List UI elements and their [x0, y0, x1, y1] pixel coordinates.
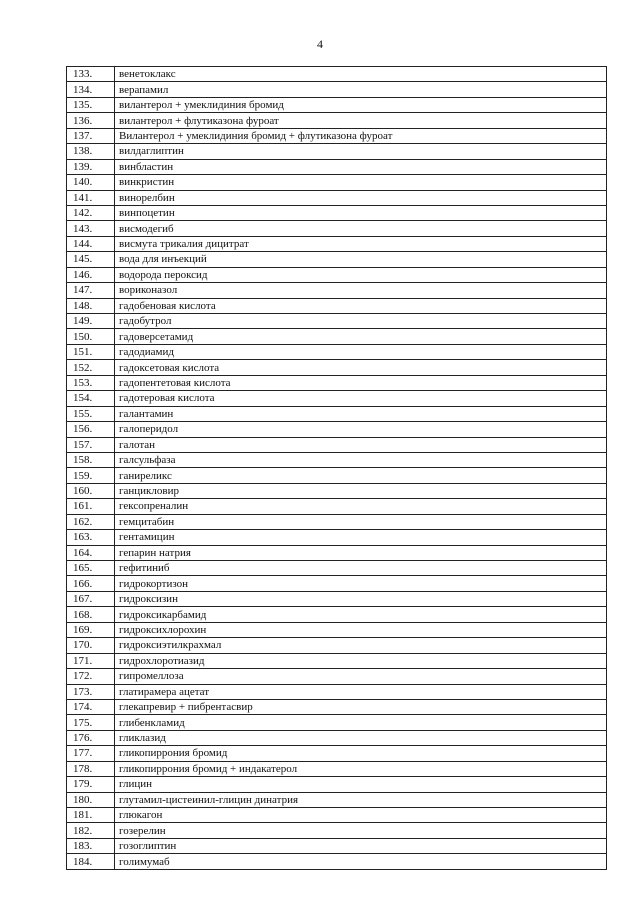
row-number: 159.	[67, 468, 115, 483]
row-number: 165.	[67, 561, 115, 576]
row-number: 153.	[67, 375, 115, 390]
row-number: 139.	[67, 159, 115, 174]
table-row	[67, 283, 607, 298]
table-row	[67, 67, 607, 82]
page-number: 4	[317, 37, 323, 51]
table-row	[67, 499, 607, 514]
row-number: 136.	[67, 113, 115, 128]
row-number: 163.	[67, 530, 115, 545]
table-row	[67, 329, 607, 344]
drug-name: гадодиамид	[115, 344, 607, 359]
drug-name: венетоклакс	[115, 67, 607, 82]
table-row	[67, 653, 607, 668]
drug-name: глутамил-цистеинил-глицин динатрия	[115, 792, 607, 807]
drug-name: гидроксиэтилкрахмал	[115, 638, 607, 653]
drug-name: галсульфаза	[115, 452, 607, 467]
table-row	[67, 777, 607, 792]
table-row	[67, 638, 607, 653]
drug-name: вилантерол + флутиказона фуроат	[115, 113, 607, 128]
row-number: 178.	[67, 761, 115, 776]
table-row	[67, 838, 607, 853]
drug-name: верапамил	[115, 82, 607, 97]
drug-table	[66, 66, 607, 870]
row-number: 174.	[67, 699, 115, 714]
row-number: 141.	[67, 190, 115, 205]
drug-name: глюкагон	[115, 808, 607, 823]
drug-name: водорода пероксид	[115, 267, 607, 282]
table-row	[67, 190, 607, 205]
table-row	[67, 792, 607, 807]
table-row	[67, 314, 607, 329]
table-row	[67, 730, 607, 745]
row-number: 154.	[67, 391, 115, 406]
table-row	[67, 113, 607, 128]
drug-name: гликопиррония бромид + индакатерол	[115, 761, 607, 776]
row-number: 146.	[67, 267, 115, 282]
drug-name: гефитиниб	[115, 561, 607, 576]
drug-name: гадобутрол	[115, 314, 607, 329]
drug-name: винбластин	[115, 159, 607, 174]
row-number: 140.	[67, 175, 115, 190]
row-number: 161.	[67, 499, 115, 514]
drug-name: висмодегиб	[115, 221, 607, 236]
table-row	[67, 375, 607, 390]
table-row	[67, 82, 607, 97]
drug-name: Вилантерол + умеклидиния бромид + флутиказона фуроат	[115, 128, 607, 143]
drug-name: гозерелин	[115, 823, 607, 838]
row-number: 157.	[67, 437, 115, 452]
drug-name: вода для инъекций	[115, 252, 607, 267]
row-number: 150.	[67, 329, 115, 344]
drug-name: висмута трикалия дицитрат	[115, 236, 607, 251]
row-number: 147.	[67, 283, 115, 298]
table-row	[67, 159, 607, 174]
table-row	[67, 175, 607, 190]
table-row	[67, 715, 607, 730]
row-number: 143.	[67, 221, 115, 236]
table-row	[67, 344, 607, 359]
drug-name: глицин	[115, 777, 607, 792]
row-number: 179.	[67, 777, 115, 792]
table-row	[67, 576, 607, 591]
row-number: 137.	[67, 128, 115, 143]
drug-name: вориконазол	[115, 283, 607, 298]
table-row	[67, 267, 607, 282]
table-row	[67, 684, 607, 699]
drug-name: винпоцетин	[115, 205, 607, 220]
table-row	[67, 746, 607, 761]
table-row	[67, 761, 607, 776]
table-row	[67, 205, 607, 220]
table-row	[67, 699, 607, 714]
drug-name: гидроксикарбамид	[115, 607, 607, 622]
row-number: 144.	[67, 236, 115, 251]
drug-name: глибенкламид	[115, 715, 607, 730]
drug-name: ганцикловир	[115, 483, 607, 498]
row-number: 169.	[67, 622, 115, 637]
table-row	[67, 221, 607, 236]
drug-name: гозоглиптин	[115, 838, 607, 853]
table-row	[67, 236, 607, 251]
drug-name: гипромеллоза	[115, 669, 607, 684]
drug-name: глекапревир + пибрентасвир	[115, 699, 607, 714]
drug-name: гемцитабин	[115, 514, 607, 529]
row-number: 170.	[67, 638, 115, 653]
row-number: 177.	[67, 746, 115, 761]
row-number: 182.	[67, 823, 115, 838]
drug-name: гидрохлоротиазид	[115, 653, 607, 668]
drug-name: гепарин натрия	[115, 545, 607, 560]
table-row	[67, 545, 607, 560]
row-number: 180.	[67, 792, 115, 807]
drug-name: гликопиррония бромид	[115, 746, 607, 761]
drug-table-body	[67, 67, 607, 870]
drug-name: гадобеновая кислота	[115, 298, 607, 313]
drug-name: вилдаглиптин	[115, 144, 607, 159]
drug-name: гадоксетовая кислота	[115, 360, 607, 375]
drug-name: гликлазид	[115, 730, 607, 745]
table-row	[67, 97, 607, 112]
drug-name: гадотеровая кислота	[115, 391, 607, 406]
drug-name: винорелбин	[115, 190, 607, 205]
drug-name: гидроксизин	[115, 591, 607, 606]
row-number: 156.	[67, 422, 115, 437]
table-row	[67, 561, 607, 576]
row-number: 134.	[67, 82, 115, 97]
row-number: 183.	[67, 838, 115, 853]
table-row	[67, 128, 607, 143]
table-row	[67, 808, 607, 823]
table-row	[67, 530, 607, 545]
table-row	[67, 607, 607, 622]
table-row	[67, 298, 607, 313]
row-number: 151.	[67, 344, 115, 359]
drug-name: гидроксихлорохин	[115, 622, 607, 637]
table-row	[67, 669, 607, 684]
drug-name: глатирамера ацетат	[115, 684, 607, 699]
row-number: 158.	[67, 452, 115, 467]
drug-name: ганиреликс	[115, 468, 607, 483]
drug-name: галантамин	[115, 406, 607, 421]
table-row	[67, 360, 607, 375]
drug-name: галоперидол	[115, 422, 607, 437]
row-number: 173.	[67, 684, 115, 699]
table-row	[67, 514, 607, 529]
row-number: 148.	[67, 298, 115, 313]
row-number: 160.	[67, 483, 115, 498]
table-row	[67, 144, 607, 159]
drug-name: галотан	[115, 437, 607, 452]
drug-name: голимумаб	[115, 854, 607, 869]
row-number: 152.	[67, 360, 115, 375]
drug-name: вилантерол + умеклидиния бромид	[115, 97, 607, 112]
row-number: 168.	[67, 607, 115, 622]
row-number: 166.	[67, 576, 115, 591]
row-number: 145.	[67, 252, 115, 267]
drug-name: гентамицин	[115, 530, 607, 545]
table-row	[67, 391, 607, 406]
table-row	[67, 452, 607, 467]
row-number: 162.	[67, 514, 115, 529]
row-number: 138.	[67, 144, 115, 159]
table-row	[67, 468, 607, 483]
drug-name: гексопреналин	[115, 499, 607, 514]
table-row	[67, 422, 607, 437]
row-number: 175.	[67, 715, 115, 730]
drug-name: гадоверсетамид	[115, 329, 607, 344]
drug-name: гадопентетовая кислота	[115, 375, 607, 390]
row-number: 167.	[67, 591, 115, 606]
table-row	[67, 823, 607, 838]
row-number: 181.	[67, 808, 115, 823]
row-number: 171.	[67, 653, 115, 668]
table-row	[67, 406, 607, 421]
row-number: 133.	[67, 67, 115, 82]
row-number: 135.	[67, 97, 115, 112]
row-number: 142.	[67, 205, 115, 220]
table-row	[67, 854, 607, 869]
row-number: 155.	[67, 406, 115, 421]
row-number: 149.	[67, 314, 115, 329]
table-row	[67, 252, 607, 267]
table-row	[67, 622, 607, 637]
drug-name: винкристин	[115, 175, 607, 190]
row-number: 164.	[67, 545, 115, 560]
row-number: 184.	[67, 854, 115, 869]
drug-name: гидрокортизон	[115, 576, 607, 591]
row-number: 172.	[67, 669, 115, 684]
table-row	[67, 437, 607, 452]
table-row	[67, 591, 607, 606]
table-row	[67, 483, 607, 498]
row-number: 176.	[67, 730, 115, 745]
